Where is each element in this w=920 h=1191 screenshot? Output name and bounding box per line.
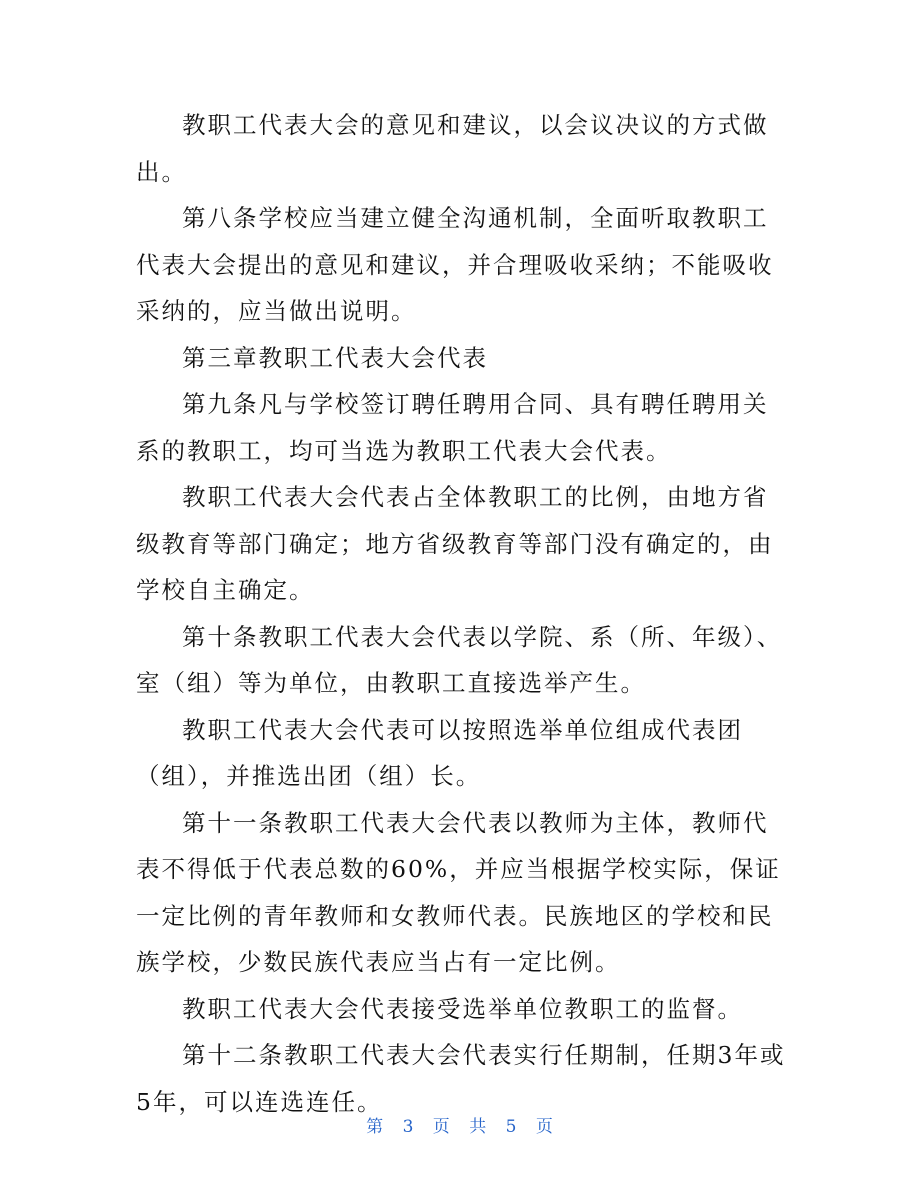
chapter-heading: 第三章教职工代表大会代表 [182, 343, 488, 372]
paragraph: 第八条学校应当建立健全沟通机制，全面听取教职工代表大会提出的意见和建议，并合理吸收采纳；不能吸收采纳的，应当做出说明。 [136, 204, 774, 325]
footer-current-page: 3 [402, 1117, 415, 1137]
page-footer [0, 1112, 920, 1137]
paragraph: 教职工代表大会代表接受选举单位教职工的监督。 [182, 994, 743, 1023]
paragraph: 第十条教职工代表大会代表以学院、系（所、年级）、室（组）等为单位，由教职工直接选举产生。 [136, 622, 783, 697]
document-body [136, 102, 786, 1125]
footer-total-pages: 5 [505, 1117, 518, 1137]
paragraph: 教职工代表大会的意见和建议，以会议决议的方式做出。 [136, 111, 769, 186]
paragraph: 第九条凡与学校签订聘任聘用合同、具有聘任聘用关系的教职工，均可当选为教职工代表大会代表。 [136, 390, 769, 465]
paragraph: 教职工代表大会代表可以按照选举单位组成代表团（组），并推选出团（组）长。 [136, 715, 743, 790]
footer-total-prefix: 共 [469, 1117, 488, 1137]
footer-page-word: 页 [432, 1117, 451, 1137]
paragraph: 第十一条教职工代表大会代表以教师为主体，教师代表不得低于代表总数的60%，并应当根据学校实际，保证一定比例的青年教师和女教师代表。民族地区的学校和民族学校，少数民族代表应当占有一定比例。 [136, 808, 781, 976]
footer-prefix: 第 [366, 1117, 385, 1137]
paragraph: 第十二条教职工代表大会代表实行任期制，任期3年或5年，可以连选连任。 [136, 1041, 786, 1116]
paragraph: 教职工代表大会代表占全体教职工的比例，由地方省级教育等部门确定；地方省级教育等部门没有确定的，由学校自主确定。 [136, 483, 774, 604]
footer-suffix: 页 [535, 1117, 554, 1137]
